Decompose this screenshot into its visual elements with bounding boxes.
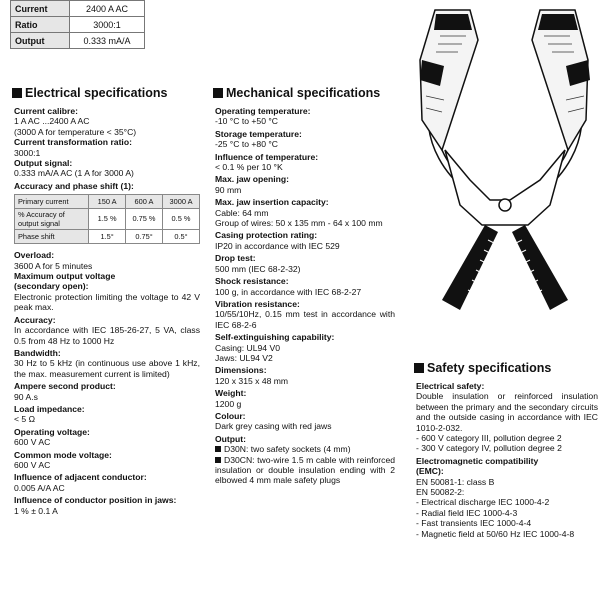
mechanical-heading: Mechanical specifications <box>213 86 380 100</box>
common-mode-title: Common mode voltage: <box>14 449 112 460</box>
emc-item: - Magnetic field at 50/60 Hz IEC 1000-4-8 <box>416 528 575 539</box>
jaw-insertion-wires: Group of wires: 50 x 135 mm - 64 x 100 mm <box>215 218 383 229</box>
self-extinguishing-jaws: Jaws: UL94 V2 <box>215 352 273 363</box>
operating-temp-value: -10 °C to +50 °C <box>215 116 279 127</box>
table-row: % Accuracy of output signal 1.5 % 0.75 % 0.5 % <box>15 209 200 230</box>
load-impedance-value: < 5 Ω <box>14 414 35 425</box>
storage-temp-title: Storage temperature: <box>215 128 302 139</box>
output-item-d30n: D30N: two safety sockets (4 mm) <box>215 444 395 454</box>
drop-test-value: 500 mm (IEC 68-2-32) <box>215 263 301 274</box>
adjacent-conductor-title: Influence of adjacent conductor: <box>14 472 147 483</box>
current-calibre-note: (3000 A for temperature < 35°C) <box>14 126 137 137</box>
weight-value: 1200 g <box>215 398 242 409</box>
summary-value: 0.333 mA/A <box>70 33 145 49</box>
table-row: Phase shift 1.5° 0.75° 0.5° <box>15 230 200 244</box>
influence-temp-value: < 0.1 % per 10 °K <box>215 162 283 173</box>
current-clamp-illustration <box>400 0 600 330</box>
emc-item: EN 50082-2: <box>416 487 465 498</box>
casing-rating-title: Casing protection rating: <box>215 230 318 241</box>
summary-value: 2400 A AC <box>70 1 145 17</box>
output-signal-value: 0.333 mA/A AC (1 A for 3000 A) <box>14 168 134 179</box>
ratio-value: 3000:1 <box>14 147 41 158</box>
storage-temp-value: -25 °C to +80 °C <box>215 139 279 150</box>
bullet-icon <box>215 457 221 463</box>
table-row <box>11 1 145 17</box>
bullet-icon <box>215 446 221 452</box>
operating-temp-title: Operating temperature: <box>215 106 311 116</box>
output-signal-title: Output signal: <box>14 158 73 169</box>
shock-title: Shock resistance: <box>215 276 289 287</box>
table-row: Primary current 150 A 600 A 3000 A <box>15 195 200 209</box>
common-mode-value: 600 V AC <box>14 459 51 470</box>
bandwidth-title: Bandwidth: <box>14 347 61 358</box>
current-calibre-value: 1 A AC ...2400 A AC <box>14 116 90 127</box>
output-title: Output: <box>215 433 247 444</box>
safety-column <box>416 381 598 539</box>
electrical-safety-title: Electrical safety: <box>416 381 485 391</box>
self-extinguishing-title: Self-extinguishing capability: <box>215 332 335 343</box>
summary-label: Ratio <box>11 17 70 33</box>
emc-subtitle: (EMC): <box>416 466 444 477</box>
conductor-position-title: Influence of conductor position in jaws: <box>14 495 177 506</box>
current-calibre-title: Current calibre: <box>14 106 78 116</box>
shock-value: 100 g, in accordance with IEC 68-2-27 <box>215 286 362 297</box>
jaw-insertion-title: Max. jaw insertion capacity: <box>215 197 329 208</box>
heading-square-icon <box>213 88 223 98</box>
overload-title: Overload: <box>14 250 55 261</box>
influence-temp-title: Influence of temperature: <box>215 151 319 162</box>
emc-item: - Radial field IEC 1000-4-3 <box>416 507 518 518</box>
accuracy-title: Accuracy: <box>14 314 56 325</box>
table-row <box>11 33 145 49</box>
accuracy-phase-title: Accuracy and phase shift (1): <box>14 180 134 191</box>
accuracy-value: In accordance with IEC 185-26-27, 5 VA, class 0.5 from 48 Hz to 1000 Hz <box>14 325 200 346</box>
ampere-second-title: Ampere second product: <box>14 381 116 392</box>
table-row <box>11 17 145 33</box>
clamp-body <box>445 150 565 225</box>
adjacent-conductor-value: 0.005 A/A AC <box>14 482 65 493</box>
pivot-icon <box>499 199 511 211</box>
self-extinguishing-casing: Casing: UL94 V0 <box>215 342 280 353</box>
conductor-position-value: 1 % ± 0.1 A <box>14 505 58 516</box>
bandwidth-value: 30 Hz to 5 kHz (in continuous use above 1 kHz, the max. measurement current is limited) <box>14 358 200 379</box>
drop-test-title: Drop test: <box>215 253 256 264</box>
max-output-voltage-subtitle: (secondary open): <box>14 281 89 292</box>
ampere-second-value: 90 A.s <box>14 391 38 402</box>
max-output-voltage-value: Electronic protection limiting the voltage to 42 V peak max. <box>14 291 200 313</box>
electrical-column <box>14 106 200 516</box>
emc-item: - Fast transients IEC 1000-4-4 <box>416 518 532 529</box>
summary-label: Output <box>11 33 70 49</box>
emc-item: - Electrical discharge IEC 1000-4-2 <box>416 497 550 508</box>
colour-title: Colour: <box>215 410 246 421</box>
heading-square-icon <box>414 363 424 373</box>
dimensions-title: Dimensions: <box>215 365 267 376</box>
left-handle <box>442 225 498 310</box>
vibration-value: 10/55/10Hz, 0.15 mm test in accordance with IEC 68-2-6 <box>215 309 395 330</box>
ratio-title: Current transformation ratio: <box>14 137 132 148</box>
accuracy-table <box>14 194 200 244</box>
colour-value: Dark grey casing with red jaws <box>215 421 332 432</box>
safety-heading: Safety specifications <box>414 361 551 375</box>
safety-category-iv: - 300 V category IV, pollution degree 2 <box>416 443 562 454</box>
jaw-insertion-cable: Cable: 64 mm <box>215 207 269 218</box>
load-impedance-title: Load impedance: <box>14 403 85 414</box>
output-item-d30cn: D30CN: two-wire 1.5 m cable with reinforced insulation or double insulation ending with 2 elbowed 4 mm male safety plugs <box>215 454 395 486</box>
operating-voltage-value: 600 V AC <box>14 437 51 448</box>
vibration-title: Vibration resistance: <box>215 298 300 309</box>
summary-label: Current <box>11 1 70 17</box>
operating-voltage-title: Operating voltage: <box>14 426 90 437</box>
weight-title: Weight: <box>215 388 247 399</box>
casing-rating-value: IP20 in accordance with IEC 529 <box>215 240 340 251</box>
max-output-voltage-title: Maximum output voltage <box>14 271 116 282</box>
heading-square-icon <box>12 88 22 98</box>
electrical-safety-text: Double insulation or reinforced insulation between the primary and the secondary circuits and the outside casing in accordance with IEC 1010-2-032. <box>416 391 598 433</box>
electrical-heading: Electrical specifications <box>12 86 167 100</box>
summary-table <box>10 0 145 49</box>
right-handle <box>512 225 568 310</box>
safety-category-iii: - 600 V category III, pollution degree 2 <box>416 433 562 444</box>
overload-value: 3600 A for 5 minutes <box>14 260 93 271</box>
jaw-opening-title: Max. jaw opening: <box>215 174 290 185</box>
dimensions-value: 120 x 315 x 48 mm <box>215 375 289 386</box>
summary-value: 3000:1 <box>70 17 145 33</box>
emc-item: EN 50081-1: class B <box>416 476 495 487</box>
mechanical-column <box>215 106 395 486</box>
jaw-opening-value: 90 mm <box>215 184 242 195</box>
emc-title: Electromagnetic compatibility <box>416 455 539 466</box>
